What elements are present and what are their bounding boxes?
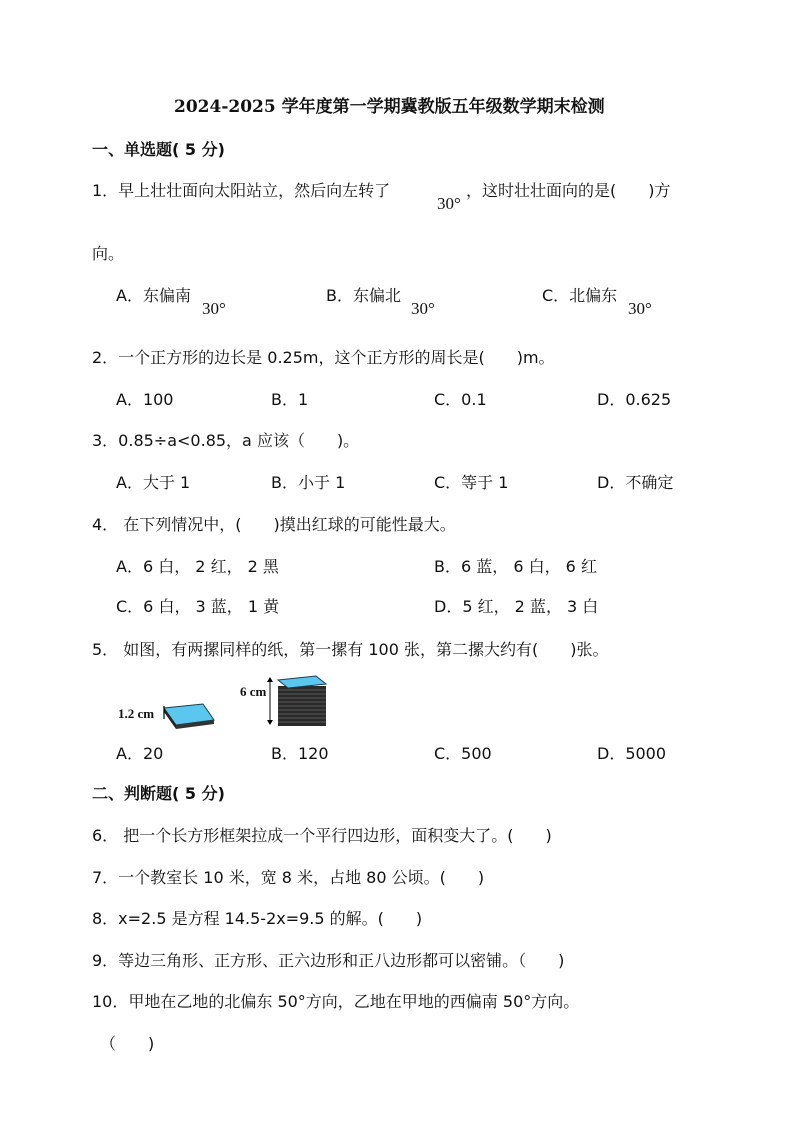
question-10-answer-blank: （ ): [100, 1034, 155, 1053]
question-1-text-cont: ，这时壮壮面向的是( )方: [466, 181, 671, 200]
question-2-option-a[interactable]: A．100: [116, 390, 174, 409]
question-2-text: 2．一个正方形的边长是 0.25m，这个正方形的周长是( )m。: [92, 348, 555, 367]
question-1-option-b[interactable]: B．东偏北: [326, 286, 401, 305]
question-10-text: 10．甲地在乙地的北偏东 50°方向，乙地在甲地的西偏南 50°方向。: [92, 992, 580, 1011]
question-5-option-c[interactable]: C．500: [434, 744, 492, 763]
question-2-option-c[interactable]: C．0.1: [434, 390, 487, 409]
question-3-option-d[interactable]: D．不确定: [597, 473, 674, 492]
page-title: 2024-2025 学年度第一学期冀教版五年级数学期末检测: [174, 97, 605, 117]
big-stack-height-label: 6 cm: [240, 684, 267, 699]
question-1-option-c-degree: 30°: [628, 299, 652, 318]
question-4-option-d[interactable]: D．5 红， 2 蓝， 3 白: [434, 597, 599, 616]
question-4-option-b[interactable]: B．6 蓝， 6 白， 6 红: [434, 557, 597, 576]
question-1-option-b-degree: 30°: [411, 299, 435, 318]
paper-stacks-figure: [118, 672, 338, 732]
question-3-text: 3．0.85÷a<0.85，a 应该（ )。: [92, 431, 360, 450]
question-2-option-d[interactable]: D．0.625: [597, 390, 672, 409]
question-9-text: 9．等边三角形、正方形、正六边形和正八边形都可以密铺。（ ): [92, 951, 565, 970]
question-3-option-c[interactable]: C．等于 1: [434, 473, 509, 492]
section-heading-true-false: 二、判断题( 5 分): [92, 784, 225, 803]
question-6-text: 6． 把一个长方形框架拉成一个平行四边形，面积变大了。( ): [92, 826, 552, 845]
question-4-text: 4． 在下列情况中，( )摸出红球的可能性最大。: [92, 515, 456, 534]
question-3-option-a[interactable]: A．大于 1: [116, 473, 191, 492]
paper-stacks-svg: [118, 672, 338, 732]
small-paper-stack: [164, 704, 214, 729]
small-stack-height-label: 1.2 cm: [118, 706, 155, 721]
question-1-option-c[interactable]: C．北偏东: [542, 286, 618, 305]
question-7-text: 7．一个教室长 10 米，宽 8 米，占地 80 公顷。( ): [92, 868, 485, 887]
question-4-option-c[interactable]: C．6 白， 3 蓝， 1 黄: [116, 597, 280, 616]
big-paper-stack: [267, 676, 326, 726]
question-1-degree: 30°: [437, 194, 461, 213]
question-2-option-b[interactable]: B．1: [271, 390, 309, 409]
question-1-option-a[interactable]: A．东偏南: [116, 286, 191, 305]
question-1-text-line2: 向。: [92, 244, 125, 263]
question-8-text: 8．x=2.5 是方程 14.5-2x=9.5 的解。( ): [92, 909, 423, 928]
question-4-option-a[interactable]: A．6 白， 2 红， 2 黑: [116, 557, 279, 576]
section-heading-single-choice: 一、单选题( 5 分): [92, 140, 225, 159]
question-1-text: 1．早上壮壮面向太阳站立，然后向左转了: [92, 181, 391, 200]
question-5-option-d[interactable]: D．5000: [597, 744, 667, 763]
question-5-text: 5． 如图，有两摞同样的纸，第一摞有 100 张，第二摞大约有( )张。: [92, 640, 609, 659]
question-1-option-a-degree: 30°: [202, 299, 226, 318]
question-3-option-b[interactable]: B．小于 1: [271, 473, 346, 492]
question-5-option-a[interactable]: A．20: [116, 744, 164, 763]
question-5-option-b[interactable]: B．120: [271, 744, 329, 763]
